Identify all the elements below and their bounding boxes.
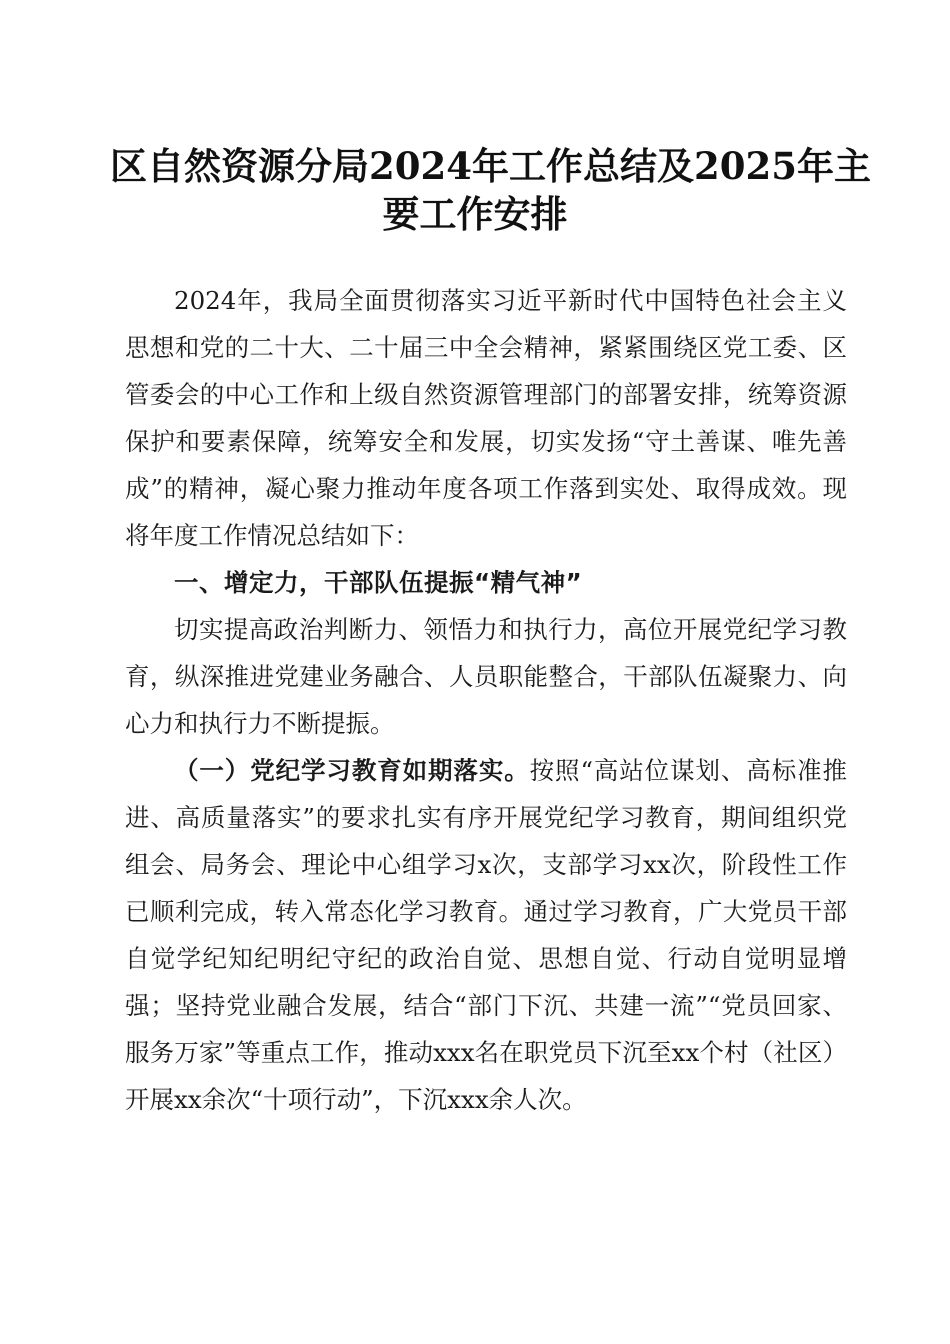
- document-title-line-1: 区自然资源分局2024年工作总结及2025年主: [110, 144, 871, 188]
- document-title-line-2: 要工作安排: [382, 192, 568, 236]
- section-1-heading: 一、增定力，干部队伍提振“精气神”: [174, 568, 583, 597]
- section-1-paragraph: 切实提高政治判断力、领悟力和执行力，高位开展党纪学习教育，纵深推进党建业务融合、人员职能整合，干部队伍凝聚力、向心力和执行力不断提振。: [125, 615, 847, 738]
- subsection-1-body: 按照“高站位谋划、高标准推进、高质量落实”的要求扎实有序开展党纪学习教育，期间组织党组会、局务会、理论中心组学习x次，支部学习xx次，阶段性工作已顺利完成，转入常态化学习教育。通过学习教育，广大党员干部自觉学纪知纪明纪守纪的政治自觉、思想自觉、行动自觉明显增强；坚持党业融合发展，结合“部门下沉、共建一流”“党员回家、服务万家”等重点工作，推动xxx名在职党员下沉至xx个村（社区）开展xx余次“十项行动”，下沉xxx余人次。: [125, 756, 847, 1114]
- subsection-1-heading: （一）党纪学习教育如期落实。: [174, 756, 530, 785]
- subsection-1-paragraph: [125, 747, 847, 1123]
- intro-paragraph: 2024年，我局全面贯彻落实习近平新时代中国特色社会主义思想和党的二十大、二十届三中全会精神，紧紧围绕区党工委、区管委会的中心工作和上级自然资源管理部门的部署安排，统筹资源保护和要素保障，统筹安全和发展，切实发扬“守土善谋、唯先善成”的精神，凝心聚力推动年度各项工作落到实处、取得成效。现将年度工作情况总结如下：: [125, 286, 847, 550]
- document-body: [125, 277, 847, 1123]
